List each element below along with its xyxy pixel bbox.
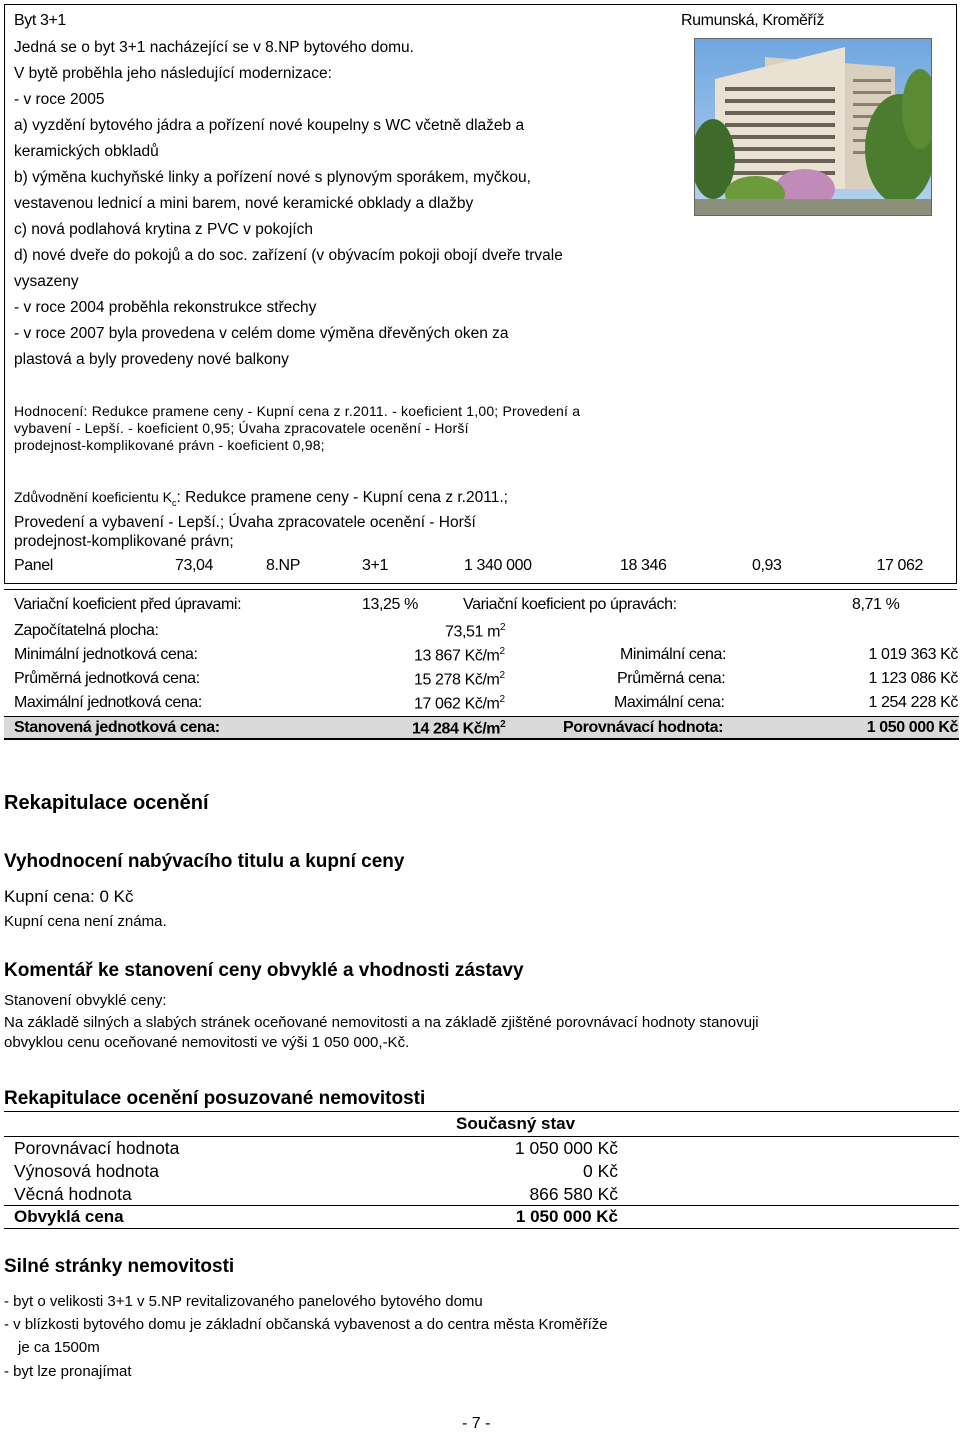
- comment-line: Stanovení obvyklé ceny:: [4, 992, 167, 1009]
- property-description: [14, 35, 674, 373]
- section-title-vyhodnoceni: Vyhodnocení nabývacího titulu a kupní ceny: [4, 851, 405, 872]
- max-unit-number: 17 062 Kč/m: [414, 695, 500, 713]
- purchase-price-note: Kupní cena není známa.: [4, 913, 167, 930]
- comment-line: obvyklou cenu oceňované nemovitosti ve výši 1 050 000,-Kč.: [4, 1034, 410, 1051]
- description-line: c) nová podlahová krytina z PVC v pokojích: [14, 221, 313, 238]
- area-number: 73,51 m: [445, 623, 501, 641]
- min-unit-label: Minimální jednotková cena:: [14, 646, 198, 663]
- table-row-label: Výnosová hodnota: [14, 1161, 159, 1181]
- purchase-price: Kupní cena: 0 Kč: [4, 887, 134, 906]
- table-column-header: Současný stav: [456, 1114, 576, 1133]
- section-title-rekapitulace: Rekapitulace ocenění: [4, 792, 209, 814]
- table-top-border: [4, 1111, 959, 1112]
- table-row-label: Věcná hodnota: [14, 1184, 132, 1204]
- summary-area: 73,04: [174, 557, 213, 574]
- area-unit-sup: 2: [500, 622, 506, 633]
- summary-layout: 3+1: [362, 557, 388, 574]
- evaluation-line: vybavení - Lepší. - koeficient 0,95; Úvaha zpracovatele ocenění - Horší: [14, 420, 469, 436]
- summary-type: Panel: [14, 557, 53, 574]
- strength-item: je ca 1500m: [18, 1339, 100, 1356]
- summary-floor: 8.NP: [266, 557, 300, 574]
- evaluation-line: Hodnocení: Redukce pramene ceny - Kupní cena z r.2011. - koeficient 1,00; Provedení a: [14, 403, 581, 419]
- coef-before-label: Variační koeficient před úpravami:: [14, 596, 242, 613]
- description-line: V bytě proběhla jeho následující modernizace:: [14, 65, 332, 82]
- divider: [4, 589, 957, 590]
- min-price-label: Minimální cena:: [620, 646, 727, 663]
- strength-item: - byt lze pronajímat: [4, 1363, 132, 1380]
- summary-coef: 0,93: [752, 557, 782, 574]
- area-label: Započítatelná plocha:: [14, 622, 159, 639]
- justification-prefix: Zdůvodnění koeficientu K: [14, 489, 172, 505]
- strength-item: - byt o velikosti 3+1 v 5.NP revitalizovaného panelového bytového domu: [4, 1293, 483, 1310]
- avg-price-label: Průměrná cena:: [617, 670, 726, 687]
- unit-sup: 2: [499, 694, 505, 705]
- max-unit-value: [414, 694, 505, 713]
- min-price-value: 1 019 363 Kč: [868, 646, 958, 663]
- result-unit-number: 14 284 Kč/m: [412, 720, 501, 738]
- max-unit-label: Maximální jednotková cena:: [14, 694, 202, 711]
- evaluation-note: [14, 403, 664, 454]
- coef-before-value: 13,25 %: [362, 596, 418, 613]
- min-unit-number: 13 867 Kč/m: [414, 647, 500, 665]
- section-title-komentar: Komentář ke stanovení ceny obvyklé a vhodnosti zástavy: [4, 960, 524, 981]
- evaluation-line: prodejnost-komplikované právn - koeficient 0,98;: [14, 437, 325, 453]
- page-number: - 7 -: [462, 1415, 491, 1432]
- summary-price: 1 340 000: [464, 557, 532, 574]
- unit-sup: 2: [499, 670, 505, 681]
- max-price-value: 1 254 228 Kč: [868, 694, 958, 711]
- result-value: 1 050 000 Kč: [866, 719, 958, 736]
- table-header-border: [4, 1136, 959, 1137]
- unit-sup: 2: [499, 646, 505, 657]
- property-title: Byt 3+1: [14, 12, 66, 29]
- description-line: - v roce 2005: [14, 91, 105, 108]
- max-price-label: Maximální cena:: [614, 694, 725, 711]
- coefficient-justification: [14, 488, 664, 551]
- coef-after-label: Variační koeficient po úpravách:: [463, 596, 677, 613]
- coef-after-value: 8,71 %: [852, 596, 900, 613]
- table-row-value: 0 Kč: [582, 1161, 618, 1181]
- unit-sup: 2: [500, 719, 506, 730]
- building-photo: [694, 38, 932, 216]
- result-unit-label: Stanovená jednotková cena:: [14, 719, 220, 736]
- avg-unit-value: [414, 670, 505, 689]
- description-line: plastová a byly provedeny nové balkony: [14, 351, 289, 368]
- result-unit-value: [412, 719, 505, 738]
- section-title-strengths: Silné stránky nemovitosti: [4, 1256, 235, 1277]
- description-line: keramických obkladů: [14, 143, 159, 160]
- area-value: [445, 622, 505, 641]
- avg-unit-label: Průměrná jednotková cena:: [14, 670, 200, 687]
- avg-unit-number: 15 278 Kč/m: [414, 671, 500, 689]
- avg-price-value: 1 123 086 Kč: [868, 670, 958, 687]
- description-line: a) vyzdění bytového jádra a pořízení nové koupelny s WC včetně dlažeb a: [14, 117, 525, 134]
- table-row-value: 866 580 Kč: [529, 1184, 618, 1204]
- description-line: - v roce 2004 proběhla rekonstrukce střechy: [14, 299, 317, 316]
- table-total-value: 1 050 000 Kč: [515, 1207, 618, 1226]
- property-location: Rumunská, Kroměříž: [681, 12, 825, 29]
- justification-subscript: c: [172, 498, 177, 509]
- description-line: Jedná se o byt 3+1 nacházející se v 8.NP bytového domu.: [14, 39, 414, 56]
- description-line: b) výměna kuchyňské linky a pořízení nové s plynovým sporákem, myčkou,: [14, 169, 531, 186]
- section-title-summary-table: Rekapitulace ocenění posuzované nemovitosti: [4, 1088, 426, 1109]
- comment-line: Na základě silných a slabých stránek oceňované nemovitosti a na základě zjištěné porovnávací hodnoty stanovuji: [4, 1014, 759, 1031]
- result-value-label: Porovnávací hodnota:: [563, 719, 724, 736]
- justification-rest: : Redukce pramene ceny - Kupní cena z r.2011.;: [176, 489, 508, 506]
- summary-adjusted: 17 062: [876, 557, 923, 574]
- summary-unit-price: 18 346: [620, 557, 667, 574]
- description-line: - v roce 2007 byla provedena v celém dome výměna dřevěných oken za: [14, 325, 509, 342]
- description-line: vysazeny: [14, 273, 79, 290]
- table-total-label: Obvyklá cena: [14, 1207, 124, 1226]
- table-row-label: Porovnávací hodnota: [14, 1138, 180, 1158]
- strength-item: - v blízkosti bytového domu je základní občanská vybavenost a do centra města Kroměříže: [4, 1316, 608, 1333]
- table-row-value: 1 050 000 Kč: [514, 1138, 618, 1158]
- min-unit-value: [414, 646, 505, 665]
- description-line: vestavenou lednicí a mini barem, nové keramické obklady a dlažby: [14, 195, 474, 212]
- justification-line: prodejnost-komplikované právn;: [14, 533, 234, 551]
- justification-line: Provedení a vybavení - Lepší.; Úvaha zpracovatele ocenění - Horší: [14, 514, 476, 532]
- description-line: d) nové dveře do pokojů a do soc. zařízení (v obývacím pokoji obojí dveře trvale: [14, 247, 563, 264]
